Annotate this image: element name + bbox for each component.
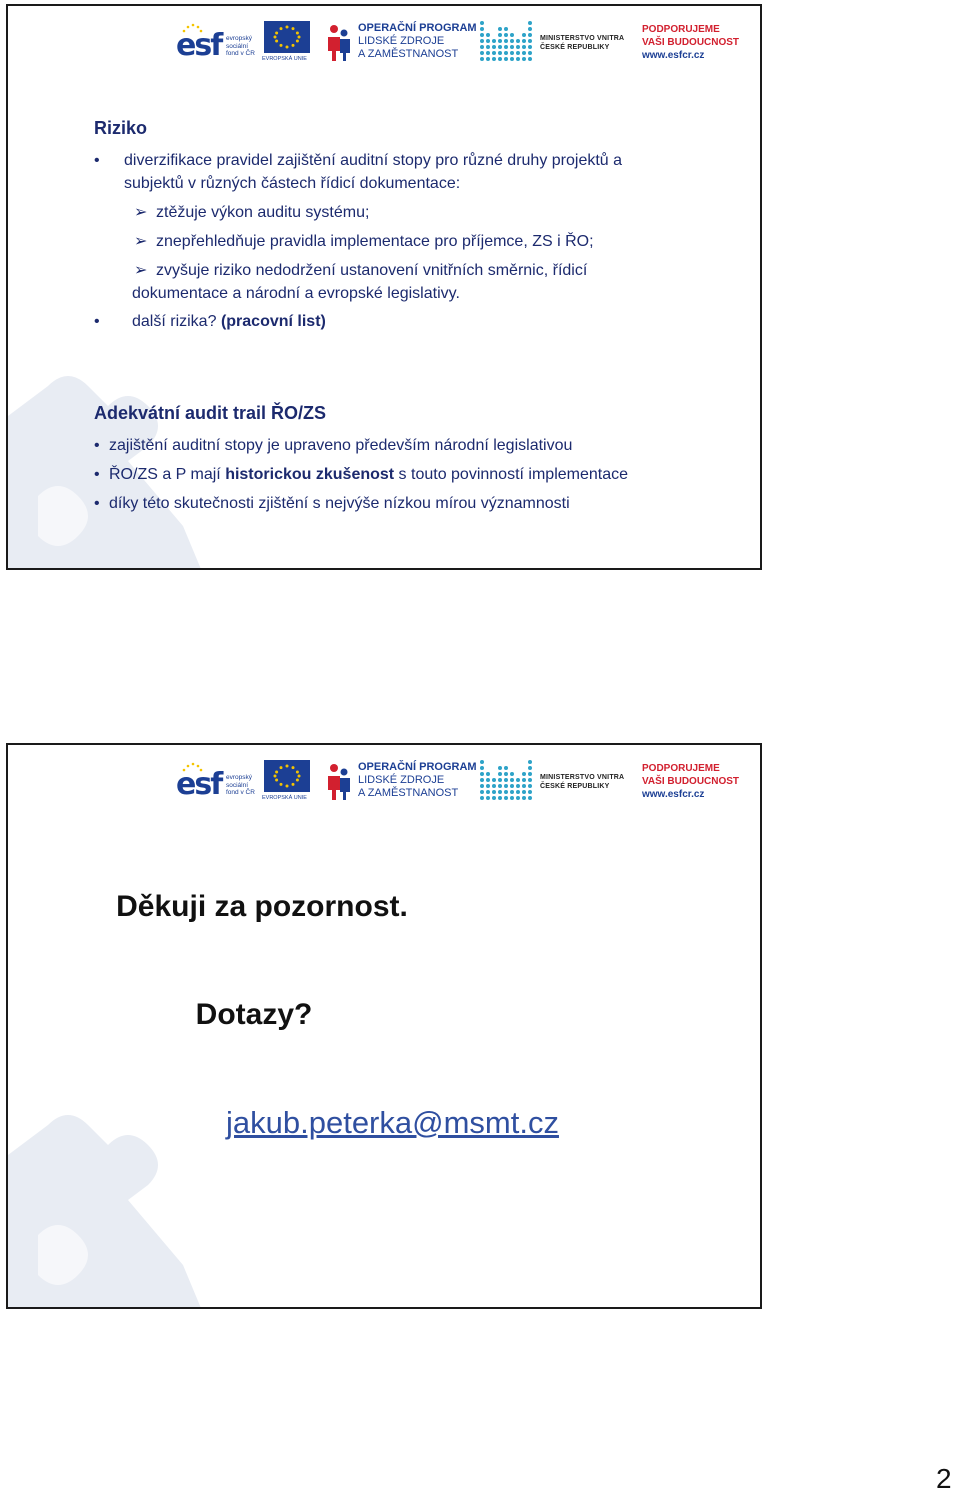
eu-text: EVROPSKÁ UNIE bbox=[262, 56, 307, 62]
questions-text: Dotazy? bbox=[195, 998, 313, 1031]
puzzle-piece-graphic bbox=[8, 1085, 208, 1309]
esf-logo bbox=[176, 19, 262, 65]
arrow-bullet-icon: ➢ bbox=[134, 204, 148, 221]
dot-grid-icon bbox=[478, 21, 534, 63]
thanks-text: Děkuji za pozornost. bbox=[116, 890, 408, 923]
bullet-icon: • bbox=[94, 313, 100, 330]
logo-strip bbox=[176, 19, 746, 65]
op-logo bbox=[326, 758, 476, 804]
section-heading: Adekvátní audit trail ŘO/ZS bbox=[94, 403, 327, 423]
bullet-text: díky této skutečnosti zjištění s nejvýše nízkou mírou významnosti bbox=[109, 495, 570, 512]
eu-logo bbox=[262, 19, 314, 65]
sub-bullet-continuation: dokumentace a národní a evropské legislativy. bbox=[132, 285, 460, 302]
eu-text: EVROPSKÁ UNIE bbox=[262, 795, 307, 801]
op-text: OPERAČNÍ PROGRAM LIDSKÉ ZDROJE A ZAMĚSTNANOST bbox=[358, 761, 477, 799]
eu-flag-icon bbox=[264, 760, 310, 792]
slide-title: Riziko bbox=[94, 118, 148, 138]
bullet-text: zajištění auditní stopy je upraveno především národní legislativou bbox=[109, 437, 573, 454]
support-logo: PODPORUJEME VAŠI BUDOUCNOST www.esfcr.cz bbox=[642, 763, 740, 800]
esf-mark: esf bbox=[176, 28, 222, 63]
bullet-icon: • bbox=[94, 466, 100, 483]
eu-logo bbox=[262, 758, 314, 804]
bullet-icon: • bbox=[94, 495, 100, 512]
sub-bullet-text: znepřehledňuje pravidla implementace pro příjemce, ZS i ŘO; bbox=[156, 233, 594, 250]
eu-flag-icon bbox=[264, 21, 310, 53]
esf-text: evropský sociální fond v ČR bbox=[226, 35, 255, 57]
email-link[interactable]: jakub.peterka@msmt.cz bbox=[226, 1105, 559, 1140]
dot-grid-icon bbox=[478, 760, 534, 802]
people-icon bbox=[326, 762, 350, 802]
page-number: 2 bbox=[936, 1463, 952, 1494]
bullet-icon: • bbox=[94, 437, 100, 454]
people-icon bbox=[326, 23, 350, 63]
puzzle-piece-graphic bbox=[8, 346, 208, 570]
esf-logo bbox=[176, 758, 262, 804]
esf-text: evropský sociální fond v ČR bbox=[226, 774, 255, 796]
mv-logo bbox=[478, 758, 628, 804]
bullet-text: diverzifikace pravidel zajištění auditní stopy pro různé druhy projektů a subjektů v různých částech řídicí dokumentace: bbox=[124, 152, 623, 192]
bullet-text: ŘO/ZS a P mají historickou zkušenost s touto povinností implementace bbox=[109, 466, 629, 483]
arrow-bullet-icon: ➢ bbox=[134, 262, 148, 279]
mv-text: MINISTERSTVO VNITRA ČESKÉ REPUBLIKY bbox=[540, 774, 625, 790]
bullet-icon: • bbox=[94, 152, 100, 169]
mv-logo bbox=[478, 19, 628, 65]
op-logo bbox=[326, 19, 476, 65]
support-logo: PODPORUJEME VAŠI BUDOUCNOST www.esfcr.cz bbox=[642, 24, 740, 61]
esf-mark: esf bbox=[176, 767, 222, 802]
bullet-text: další rizika? (pracovní list) bbox=[132, 313, 326, 330]
mv-text: MINISTERSTVO VNITRA ČESKÉ REPUBLIKY bbox=[540, 35, 625, 51]
logo-strip bbox=[176, 758, 746, 804]
op-text: OPERAČNÍ PROGRAM LIDSKÉ ZDROJE A ZAMĚSTNANOST bbox=[358, 22, 477, 60]
sub-bullet-text: zvyšuje riziko nedodržení ustanovení vnitřních směrnic, řídicí bbox=[156, 262, 588, 279]
slide-1 bbox=[6, 4, 762, 570]
arrow-bullet-icon: ➢ bbox=[134, 233, 148, 250]
sub-bullet-text: ztěžuje výkon auditu systému; bbox=[156, 204, 370, 221]
slide-2 bbox=[6, 743, 762, 1309]
